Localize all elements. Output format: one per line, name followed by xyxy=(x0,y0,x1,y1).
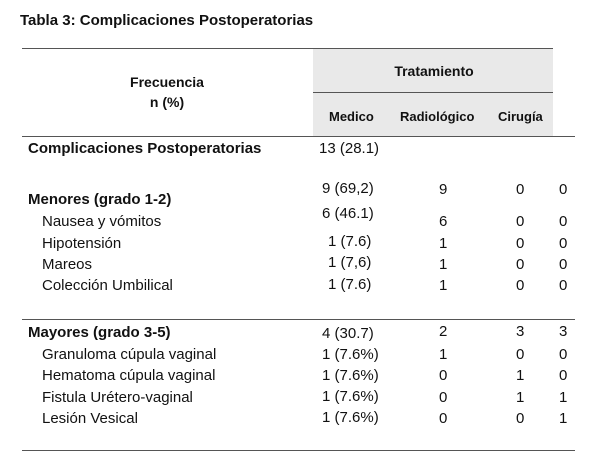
major-row-medico: 0 xyxy=(439,410,448,427)
minor-row-radiologico: 0 xyxy=(516,235,525,252)
minor-freq: 9 (69,2) xyxy=(322,180,374,197)
header-radiologico: Radiológico xyxy=(400,109,475,124)
minor-row-freq: 6 (46.1) xyxy=(322,205,374,222)
header-frequency: Frecuencia xyxy=(130,74,204,90)
header-treatment: Tratamiento xyxy=(394,63,474,79)
major-row-radiologico: 0 xyxy=(516,410,525,427)
minor-row-radiologico: 0 xyxy=(516,256,525,273)
minor-row-label: Colección Umbilical xyxy=(42,277,173,294)
major-row-freq: 1 (7.6%) xyxy=(322,409,379,426)
major-row-cirugia: 1 xyxy=(559,410,568,427)
major-row-freq: 1 (7.6%) xyxy=(322,367,379,384)
minor-row-cirugia: 0 xyxy=(559,235,568,252)
minor-row-freq: 1 (7.6) xyxy=(328,233,372,250)
major-row-freq: 1 (7.6%) xyxy=(322,388,379,405)
minor-row-label: Hipotensión xyxy=(42,235,122,252)
table-title: Tabla 3: Complicaciones Postoperatorias xyxy=(20,12,314,29)
minor-row-freq: 1 (7,6) xyxy=(328,254,372,271)
treatment-rule xyxy=(313,92,553,93)
minor-row-medico: 6 xyxy=(439,213,448,230)
major-row-cirugia: 0 xyxy=(559,367,568,384)
major-row-cirugia: 1 xyxy=(559,389,568,406)
major-row-radiologico: 1 xyxy=(516,367,525,384)
major-row-cirugia: 0 xyxy=(559,346,568,363)
minor-row-cirugia: 0 xyxy=(559,277,568,294)
top-rule xyxy=(22,48,553,49)
header-cirugia: Cirugía xyxy=(498,109,543,124)
major-row-medico: 0 xyxy=(439,367,448,384)
major-row-label: Lesión Vesical xyxy=(42,410,138,427)
major-row-label: Hematoma cúpula vaginal xyxy=(42,367,216,384)
header-medico: Medico xyxy=(329,109,374,124)
major-row-radiologico: 0 xyxy=(516,346,525,363)
minor-radiologico: 0 xyxy=(516,181,525,198)
header-frequency-unit: n (%) xyxy=(149,94,185,110)
summary-label: Complicaciones Postoperatorias xyxy=(28,140,262,157)
minor-label: Menores (grado 1-2) xyxy=(28,191,172,208)
minor-medico: 9 xyxy=(439,181,448,198)
summary-freq: 13 (28.1) xyxy=(319,140,380,157)
minor-row-label: Nausea y vómitos xyxy=(42,213,162,230)
major-freq: 4 (30.7) xyxy=(322,325,374,342)
major-row-medico: 1 xyxy=(439,346,448,363)
major-row-label: Fistula Urétero-vaginal xyxy=(42,389,193,406)
minor-row-medico: 1 xyxy=(439,235,448,252)
major-label: Mayores (grado 3-5) xyxy=(28,324,171,341)
header-bottom-rule xyxy=(22,136,575,137)
major-radiologico: 3 xyxy=(516,323,525,340)
major-medico: 2 xyxy=(439,323,448,340)
major-row-radiologico: 1 xyxy=(516,389,525,406)
major-row-freq: 1 (7.6%) xyxy=(322,346,379,363)
minor-row-medico: 1 xyxy=(439,277,448,294)
minor-row-radiologico: 0 xyxy=(516,277,525,294)
major-row-medico: 0 xyxy=(439,389,448,406)
minor-row-cirugia: 0 xyxy=(559,213,568,230)
bottom-rule xyxy=(22,450,575,451)
major-cirugia: 3 xyxy=(559,323,568,340)
minor-row-cirugia: 0 xyxy=(559,256,568,273)
major-row-label: Granuloma cúpula vaginal xyxy=(42,346,217,363)
minor-cirugia: 0 xyxy=(559,181,568,198)
section-rule xyxy=(22,319,575,320)
minor-row-freq: 1 (7.6) xyxy=(328,276,372,293)
minor-row-radiologico: 0 xyxy=(516,213,525,230)
minor-row-medico: 1 xyxy=(439,256,448,273)
minor-row-label: Mareos xyxy=(42,256,93,273)
